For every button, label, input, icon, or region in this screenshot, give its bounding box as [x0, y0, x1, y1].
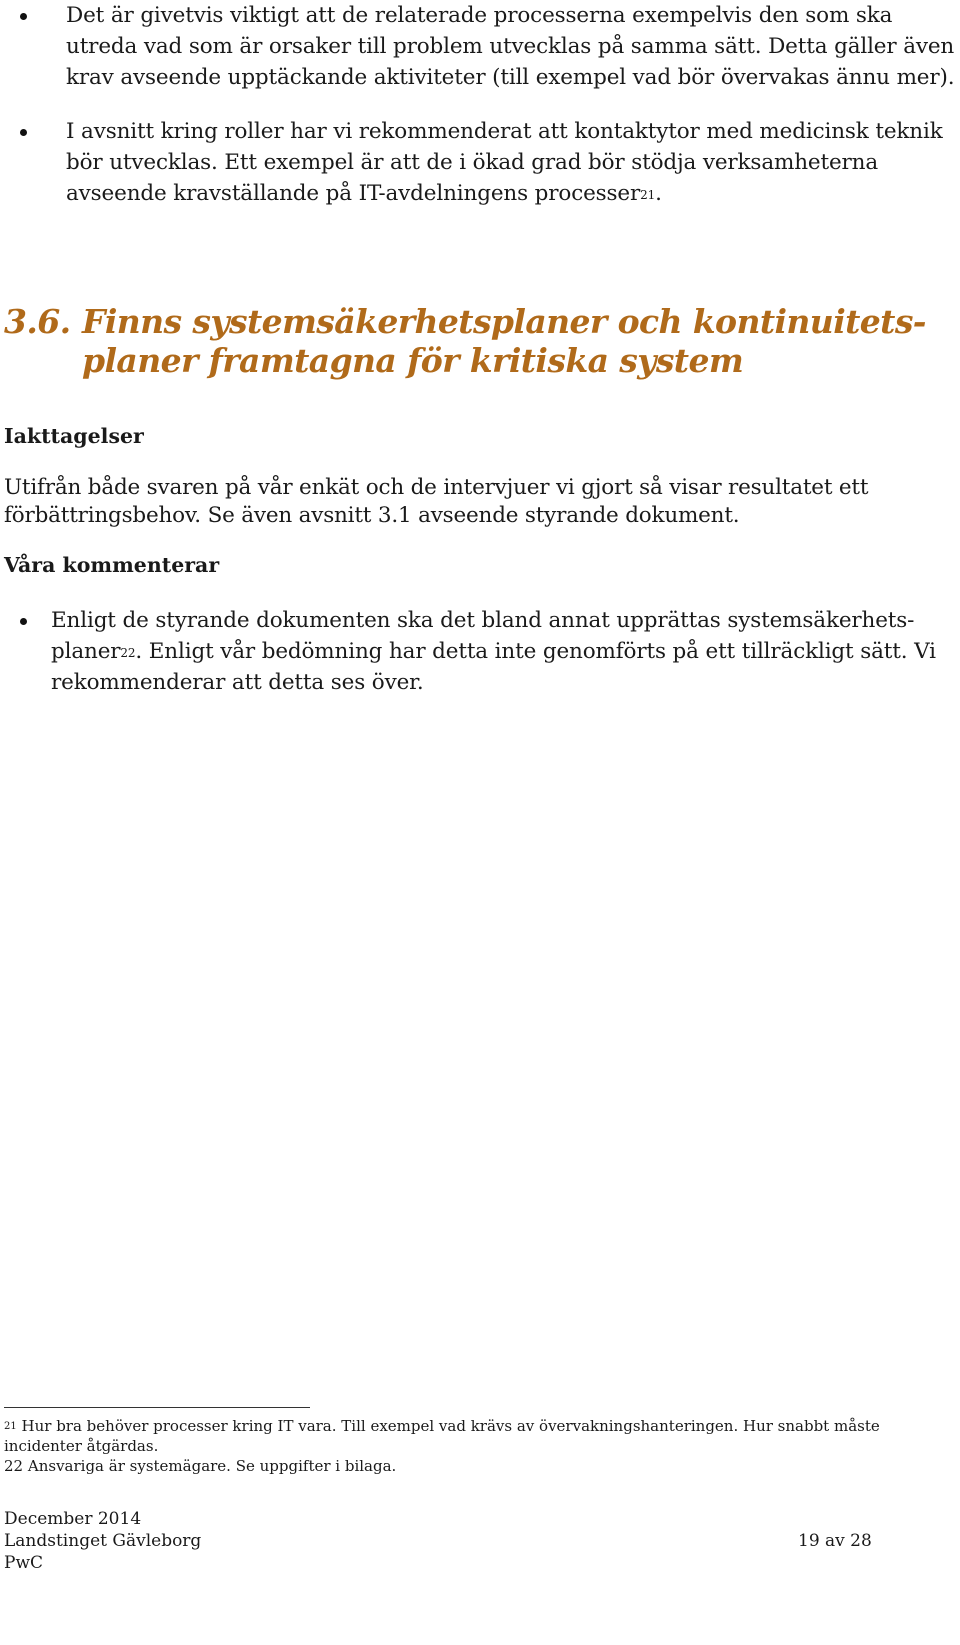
bullet-text-suffix: .	[655, 181, 662, 206]
observations-text: Utifrån både svaren på vår enkät och de intervjuer vi gjort så visar resultatet ett förbättringsbehov. Se även avsnitt 3.1 avseende styrande dokument.	[4, 475, 869, 528]
bullet-text-after: . Enligt vår bedömning har detta inte genomförts på ett tillräckligt sätt. Vi rekommenderar att detta ses över.	[51, 639, 936, 695]
bullet-icon	[20, 13, 27, 20]
bullet-text-before: Enligt de styrande dokumenten ska det bland annat upprättas systemsäkerhets-planer	[51, 608, 915, 664]
bullet-text: Det är givetvis viktigt att de relaterade processerna exempelvis den som ska utreda vad som är orsaker till problem utvecklas på samma sätt. Detta gäller även krav avseende upptäckande aktiviteter (till exempel vad bör övervakas ännu mer).	[66, 3, 955, 90]
observations-heading: Iakttagelser	[4, 424, 144, 448]
footnote-text: Hur bra behöver processer kring IT vara. Till exempel vad krävs av övervakningshanteringen. Hur snabbt måste incidenter åtgärdas.	[4, 1417, 880, 1455]
footnote	[4, 1456, 904, 1476]
footer-date: December 2014	[4, 1509, 142, 1529]
footer-organization: Landstinget Gävleborg	[4, 1531, 202, 1551]
section-number: 3.6.	[4, 302, 71, 341]
comments-heading: Våra kommenterar	[4, 553, 220, 577]
footnote	[4, 1416, 904, 1456]
bullet-icon	[20, 618, 27, 625]
footnote-divider	[4, 1407, 310, 1408]
bullet-text-body: I avsnitt kring roller har vi rekommenderat att kontaktytor med medicinsk teknik bör utvecklas. Ett exempel är att de i ökad grad bör stödja verksamheterna avseende kravställande på IT-avdelningens processer	[66, 119, 943, 206]
footnote-number: 21	[4, 1421, 17, 1432]
section-title: Finns systemsäkerhetsplaner och kontinuitets-planer framtagna för kritiska system	[82, 302, 926, 380]
footnote-text: Ansvariga är systemägare. Se uppgifter i bilaga.	[27, 1457, 397, 1475]
footnote-ref[interactable]: 21	[640, 188, 656, 202]
footer-company: PwC	[4, 1553, 43, 1573]
bullet-text	[66, 116, 956, 209]
comments-bullet-text	[51, 605, 941, 698]
page-number: 19 av 28	[798, 1531, 872, 1551]
footnote-ref[interactable]: 22	[120, 646, 136, 660]
bullet-icon	[20, 129, 27, 136]
footnote-number: 22	[4, 1457, 24, 1475]
